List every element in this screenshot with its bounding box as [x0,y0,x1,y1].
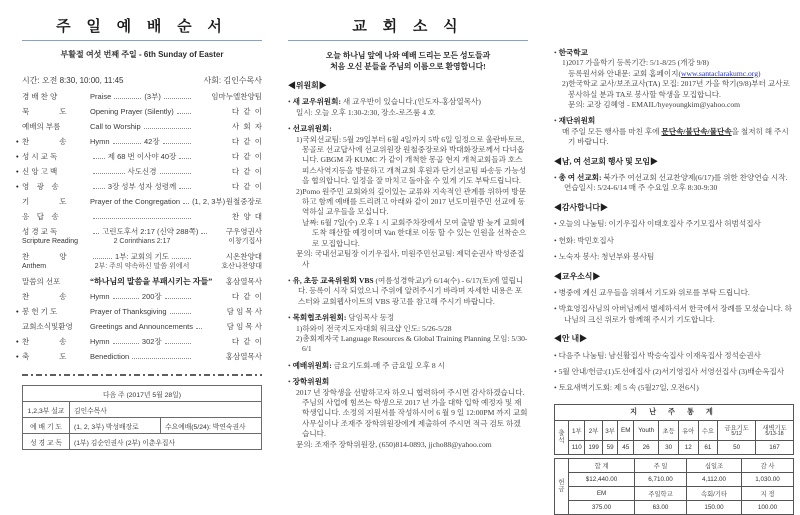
offering-header: 감 사 [742,458,794,472]
bulletin-line [554,79,794,100]
attendance-header: 3부 [602,420,618,440]
bulletin-item [554,236,794,246]
worship-item-label: 봉 헌 기 도 [22,306,58,316]
worship-row [16,136,262,147]
bullet-icon: • [288,124,293,134]
side-char: 헌 [558,478,565,486]
side-char: 출 [558,429,565,437]
worship-item-name: 담 임 목 사 [226,321,262,331]
dot-leader [93,232,99,234]
worship-item-label: 찬 송 [22,291,67,301]
worship-item-detail [90,167,194,177]
offering-header: 속회/기타 [686,486,741,500]
worship-row [16,181,262,192]
next-week-row [23,434,262,450]
dot-leader [170,312,191,314]
dot-leader [113,342,139,344]
worship-row [22,212,262,222]
offering-header: 주 일 [635,458,687,472]
worship-item-name: 담 임 목 사 [226,306,262,316]
dot-leader [93,172,125,174]
item-lead-label: 예배위원회: [292,360,332,370]
offering-value: 63.00 [635,500,687,514]
emphasized-text: 문단속/불단속/물단속 [661,126,732,136]
worship-item-text: 3장 성부 성자 성령께 [107,181,177,191]
offering-value: 4,112.00 [686,472,741,486]
item-text: 1)2017 가을학기 등록기간: 5/1-8/25 (개강 9/8) [562,58,709,68]
worship-row [16,351,262,362]
item-lead-label: 유, 초등 교육위원회 VBS [292,275,374,285]
worship-item-text: 1부: 교회의 기도 [115,251,169,261]
bulletin-line [288,249,528,270]
worship-item-label: 경 배 찬 양 [22,91,58,101]
item-text: 문의: 교장 김혜영 - EMAIL/hyeyoungkim@yahoo.com [568,100,741,110]
worship-order-column [16,0,262,450]
dot-leader [165,297,191,299]
worship-item-text: (1, 2, 3부) [192,196,226,206]
bulletin-item [554,252,794,262]
bulletin-line [554,100,794,110]
attendance-value: 45 [618,440,634,454]
offering-side-label [555,458,569,514]
bulletin-line [288,324,528,334]
worship-item-label: 교회소식및환영 [22,321,73,331]
title-divider [288,40,528,41]
offering-value: 6,710.00 [635,472,687,486]
item-text: 다음주 나눔팀: 남신활집사 박승숙집사 이재욱집사 정석순권사 [558,350,761,360]
item-text: 토요새벽기도회: 제 5 속 (5월27일, 오전6시) [558,383,699,393]
bulletin-item [288,124,528,134]
item-text: 2)총회제자국 Language Resources & Global Training Planning 모임: 5/30-6/1 [296,333,528,354]
bulletin-item [554,367,794,377]
worship-item-text: Hymn [90,291,110,301]
worship-item-subname: 이창기집사 [228,238,262,245]
worship-item-label: 묵 도 [22,106,67,116]
dot-leader [160,172,192,174]
item-lead-label: 목회협조위원회: [292,313,347,323]
worship-item-detail [90,107,194,117]
attendance-value: 61 [698,440,718,454]
worship-item-subtext: 2 Corinthians 2:17 [113,238,171,245]
worship-item-label: 찬 송 [22,136,67,146]
dot-leader [93,157,105,159]
dot-leader [165,342,191,344]
bulletin-line [288,218,528,249]
worship-item-name: 사 회 자 [231,121,262,131]
item-text: 1)국외선교팀: 5월 29일부터 6월 4일까지 5박 6일 일정으로 울란바토르, 몽골로 선교답사에 선교위원장 원철중장로와 박대화장로께서 다녀옵니다. GBGM 과 KUMC 가 같이 개척한 몽골 현지 개척교회들과 호스피스사역지등을 방문하고 개척교회 후원과 단기선교팀 파송등 가능성을 협의합니다. 일정을 잘 마치고 돌아올 수 있게 기도 부탁드립니다. [296,134,527,186]
dot-leader [93,217,191,219]
worship-item-detail [90,337,194,347]
bullet-icon: • [554,235,559,245]
worship-row [22,92,262,102]
worship-item-detail [90,226,199,237]
attendance-header: 1부 [569,420,585,440]
bulletin-item [554,383,794,393]
next-week-assignee: 김인수목사 [70,402,262,418]
worship-item-detail [90,196,226,207]
worship-item-text: Prayer of the Congregation [90,196,181,206]
worship-item-label: 영 광 송 [22,181,59,191]
worship-item-label: 말씀의 선포 [22,276,61,286]
attendance-value: 26 [634,440,659,454]
dot-leader [177,112,191,114]
item-text: 금요기도회-매 주 금요일 오후 8 시 [331,360,445,370]
bullet-icon: • [288,360,293,370]
bullet-icon: • [288,97,293,107]
item-text: 2017 년 장학생을 선발하고자 하오니 협력하여 주시면 감사하겠습니다. 주님의 사업에 힘쓰는 학생으로 2017 년 가을 대학 입학 예정자 및 재학생입니다. 소정의 지원서를 작성하시어 6 월 9 일 12:00PM 까지 교회사무실이나 조재주 장학위원장에게 제출하여 주시면 적극 검토 하겠습니다. [296,387,528,439]
worship-row [22,292,262,302]
worship-item-text: Greetings and Announcements [90,321,193,331]
worship-item-text: (3부) [144,91,161,101]
item-lead-label: 새 교우위원회: [292,97,342,107]
side-char: 석 [558,437,565,445]
weekly-statistics [554,404,794,515]
worship-item-name: 시온찬양대 [225,251,262,261]
worship-item-text: Benediction [90,351,130,361]
bullet-icon: • [554,252,559,262]
worship-item-text: Hymn [90,336,110,346]
bullet-icon: • [16,151,19,161]
dashed-divider [22,374,262,376]
worship-item-name: 원철중장로 [225,196,262,206]
worship-item-text: 사도신경 [127,166,157,176]
worship-order-title: 주 일 예 배 순 서 [56,19,228,35]
worship-row [16,166,262,177]
attendance-header: 2부 [585,420,602,440]
bullet-icon: • [554,350,559,360]
offering-value: 375.00 [569,500,635,514]
item-text: 문의: 국내선교팀장 이기우집사, 미원주민선교팀: 제덕순권사 박성준집사 [296,249,525,269]
next-week-role: 예 배 기 도 [23,418,70,434]
next-week-title: 다음 주 (2017년 5월 28일) [23,386,262,402]
item-text: 5월 안내/헌금:(1)도선애집사 (2)서기영집사 서영선집사 (3)배순옥집사 [558,366,785,376]
bulletin-item [554,304,794,325]
item-text: 일시: 오늘 오후 1:30-2:30, 장소-로즈룸 4 호 [296,107,436,117]
service-time-row [22,75,262,86]
announcements-column [554,0,794,515]
worship-item-label: 응 답 송 [22,211,59,221]
bulletin-line [288,388,528,440]
offering-value: 1,030.00 [742,472,794,486]
bullet-icon: • [288,275,293,285]
offering-header: 십일조 [686,458,741,472]
item-text: 새 교우반이 있습니다.(인도자-홍삼열목사) [341,97,481,107]
worship-row-subline [22,237,262,246]
next-week-assignee: 수요예배(5/24): 박연숙권사 [161,418,262,434]
side-char: 금 [558,486,565,494]
bulletin-line [288,440,528,450]
worship-item-text: 200장 [141,291,162,301]
top-spacer [554,0,794,42]
worship-item-label: 예배의 부름 [22,121,61,131]
bullet-icon: • [16,166,19,176]
item-lead-label: 선교위원회: [292,124,332,134]
attendance-value: 199 [585,440,602,454]
bulletin-line [554,127,794,148]
worship-row [22,197,262,207]
worship-item-text: 42장 [144,136,160,146]
bullet-icon: • [16,181,19,191]
worship-item-label: 기 도 [22,196,67,206]
item-lead-label: 장학위원회 [292,377,330,387]
item-text: 병중에 계신 교우들을 위해서 기도와 위로를 부탁 드립니다. [558,287,750,297]
offering-table [554,458,794,515]
bullet-icon: • [554,48,559,57]
attendance-header: Youth [634,420,659,440]
worship-item-detail [90,276,213,287]
worship-item-detail [90,182,194,192]
worship-item-detail [90,122,194,132]
dot-leader [163,142,191,144]
item-text: 매 주일 모든 행사를 마친 후에 [562,126,662,136]
easter-subtitle: 부활절 여섯 번째 주일 - 6th Sunday of Easter [60,50,224,59]
worship-row [22,322,262,332]
dot-leader [183,202,189,204]
item-text: (여름성경학교)가 6/14(수) - 6/17(토)에 열립니다. 등록이 시작 되었으니 주위에 알려주시기 바라며 자세한 내용은 포스터와 교회웹사이트의 VBS 광고를 참고해 주시기 바랍니다. [298,275,524,306]
bulletin-item [554,219,794,229]
worship-item-label: 찬 양 [22,251,67,261]
worship-item-detail [90,292,194,302]
worship-item-text: 고린도후서 2:17 (신약 288쪽) [102,226,199,236]
dot-leader [164,97,191,99]
bulletin-line [288,108,528,118]
worship-item-label: 성 경 교 독 [22,226,58,236]
item-text: 담임목사 동정 [346,313,395,323]
section-heading: ◀교우소식▶ [554,271,601,281]
dot-leader [93,187,105,189]
title-divider [22,40,262,41]
item-lead-label: 재단위원회 [558,116,596,126]
bullet-icon: • [554,173,559,183]
bulletin-item [554,351,794,361]
worship-item-detail [90,217,194,221]
service-times: 시간: 오전 8:30, 10:00, 11:45 [22,76,124,85]
worship-item-subname: 호산나찬양대 [221,263,262,270]
item-text: 2)Pomo 원주민 교회와의 깊이있는 교류와 지속적인 관계를 위하여 방문하고 함께 예배를 드리려고 아래와 같이 2017 년도미원주민 선교에 동역하실 교우들을 모십니다. [296,186,526,217]
bulletin-item [554,48,794,58]
next-week-row [23,402,262,418]
welcome-line-1: 오늘 하나님 앞에 나와 예배 드리는 모든 성도들과 [325,51,491,60]
worship-item-text: Prayer of Thanksgiving [90,306,167,316]
worship-item-detail [90,137,194,147]
offering-value: 150.00 [686,500,741,514]
welcome-message [288,50,528,72]
bullet-icon: • [16,136,19,146]
section-heading: ◀위원회▶ [288,81,327,90]
worship-item-name: 홍삼열목사 [225,351,262,361]
bullet-icon: • [16,336,19,346]
worship-item-label: 성 시 교 독 [22,151,58,161]
item-text: 1)하와이 전국지도자대회 워크샵 인도: 5/26-5/28 [296,323,452,333]
worship-item-text: Opening Prayer (Silently) [90,106,174,116]
worship-item-name: 다 같 이 [231,106,262,116]
presider: 사회: 김인수목사 [203,76,262,85]
next-week-row [23,418,262,434]
item-text: ) [758,68,761,78]
worship-item-name: 다 같 이 [231,181,262,191]
worship-item-name: 찬 양 대 [231,211,262,221]
welcome-line-2: 처음 오신 분들을 주님의 이름으로 환영합니다! [330,62,486,71]
worship-item-sublabel: Anthem [22,263,47,270]
worship-row [22,227,262,237]
dot-leader [93,257,112,259]
attendance-value: 30 [659,440,679,454]
attendance-value: 50 [718,440,756,454]
worship-item-text: Praise [90,91,112,101]
item-text: 을 철저히 해 주시기 바랍니다. [568,126,789,147]
offering-header: 지 정 [742,486,794,500]
worship-row [22,277,262,287]
item-lead-label: 총 여 선교회: [558,173,602,183]
worship-item-text: 제 68 번 이사야 40장 [107,151,177,161]
bullet-icon: • [554,287,559,297]
worship-item-text: 302장 [141,336,162,346]
bulletin-item [554,173,794,194]
offering-value: $12,440.00 [569,472,635,486]
worship-item-name: 임마누엘찬양팀 [211,91,262,101]
bullet-icon: • [554,383,559,393]
attendance-value: 59 [602,440,618,454]
bulletin-item [554,288,794,298]
dot-leader [179,157,191,159]
attendance-header-date: 5/13-18 [765,430,784,437]
worship-item-detail [90,92,194,102]
offering-header: 주일학교 [635,486,687,500]
attendance-side-label [555,420,569,454]
attendance-header: 금요기도 5/12 [718,420,756,440]
announcement-blocks [554,48,794,394]
worship-row [22,107,262,117]
website-link[interactable]: www.santaclarakumc.org [681,68,758,78]
worship-item-name: 다 같 이 [231,291,262,301]
attendance-value: 110 [569,440,585,454]
bullet-icon: • [16,351,19,361]
attendance-table [554,404,794,455]
worship-row [22,252,262,262]
church-news-title: 교 회 소 식 [352,19,464,35]
next-week-assignee: (1부) 김순인권사 (2부) 이춘우집사 [70,434,262,450]
church-news-column [288,0,528,450]
dot-leader [172,257,191,259]
worship-item-text: Call to Worship [90,121,141,131]
bulletin-line [554,69,794,79]
attendance-header-date: 5/12 [731,430,742,437]
bulletin-line [288,334,528,355]
worship-item-name: 다 같 이 [231,151,262,161]
offering-header: 합 계 [569,458,635,472]
worship-item-detail [90,152,194,162]
section-heading: ◀남, 여 선교회 행사 및 모임▶ [554,156,658,166]
worship-item-detail [90,252,194,262]
worship-row [22,122,262,132]
section-heading: ◀안 내▶ [554,334,587,344]
worship-item-name: 다 같 이 [231,336,262,346]
item-text: 노숙자 봉사: 청년부와 봉사팀 [558,252,655,262]
worship-item-text: Hymn [90,136,110,146]
worship-row-subline [22,262,262,271]
bullet-icon: • [288,313,293,323]
next-week-assignee: (1, 2, 3부) 박성배장로 [70,418,161,434]
attendance-header: EM [618,420,634,440]
bullet-icon: • [554,219,559,229]
dot-leader [144,127,191,129]
next-week-table [22,385,262,450]
dot-leader [114,97,141,99]
attendance-header: 초등 [659,420,679,440]
worship-item-name: 다 같 이 [231,166,262,176]
worship-row [16,306,262,317]
bulletin-line [554,58,794,68]
attendance-header: 유아 [678,420,698,440]
worship-item-detail [90,352,194,362]
bulletin-item [554,116,794,126]
worship-item-subtext: 2부: 주의 약속하신 말씀 위에서 [94,263,190,270]
worship-item-detail [90,322,194,332]
next-week-role: 1,2,3부 설교 [23,402,70,418]
worship-order-list [16,91,262,362]
offering-header: EM [569,486,635,500]
bulletin-line [288,135,528,187]
section-heading: ◀감사합니다▶ [554,202,608,212]
dot-leader [132,357,191,359]
dot-leader [113,142,141,144]
item-text: 문의: 조재주 장학위원장, (650)814-0893, jjcho88@yahoo.com [296,439,492,449]
item-text: 2)한국학교 교사/보조교사(TA) 모집: 2017년 가을 학기(9/8)부터 교사로 봉사하실 분과 TA로 봉사할 학생을 모집합니다. [562,79,790,99]
offering-value: 100.00 [742,500,794,514]
item-text: 등록원서와 안내문: 교회 홈페이지( [568,68,682,78]
attendance-value: 167 [756,440,794,454]
bulletin-line [288,187,528,218]
worship-item-label: 축 도 [22,351,67,361]
worship-item-sublabel: Scripture Reading [22,238,79,245]
item-text: 날짜: 6월 7일(수) 오후 1 시 교회주차장에서 모여 출발 밤 늦게 교회에 도착 해산할 예정이며 Van 한대로 이동 할 수 있는 인원을 선착순으로 모집합니다. [302,217,527,248]
worship-item-detail [90,307,194,317]
attendance-value: 12 [678,440,698,454]
bulletin-item [288,313,528,323]
worship-row [16,151,262,162]
worship-row [16,336,262,347]
worship-item-label: 찬 송 [22,336,67,346]
sermon-title: “하나님의 말씀을 부패시키는 자들” [90,276,213,286]
stats-title: 지 난 주 통 계 [555,404,794,420]
dot-leader [179,187,191,189]
attendance-header: 수요 [698,420,718,440]
bullet-icon: • [16,306,19,316]
attendance-header: 새벽기도 5/13-18 [756,420,794,440]
worship-item-name: 구우영권사 [225,226,262,236]
dot-leader [113,297,139,299]
bullet-icon: • [554,366,559,376]
bulletin-item [288,97,528,107]
bulletin-item [288,361,528,371]
worship-item-label: 신 앙 고 백 [22,166,58,176]
bulletin-item [288,377,528,387]
worship-item-name: 홍삼열목사 [225,276,262,286]
item-text: 박효영집사님의 아버님께서 별세하셔서 한국에서 장례를 모셨습니다. 하나님의 크신 위로가 함께해 주시기 기도합니다. [558,304,792,324]
item-text: 헌화: 박민호집사 [558,235,614,245]
bullet-icon: • [554,304,559,314]
worship-item-name: 다 같 이 [231,136,262,146]
news-blocks [288,81,528,450]
next-week-role: 성 경 교 독 [23,434,70,450]
item-text: 오늘의 나눔팀: 이기우집사 이태호집사 주기모집사 허범석집사 [558,219,761,229]
bullet-icon: • [554,116,559,126]
bulletin-item [288,276,528,307]
item-text: 북가주 여선교회 선교찬양제(6/17)를 위한 찬양연습 시작. 연습일시: 5/24-6/14 매 주 수요일 오후 8:30-9:30 [564,173,788,193]
item-lead-label: 한국학교 [558,48,588,57]
bullet-icon: • [288,377,293,387]
